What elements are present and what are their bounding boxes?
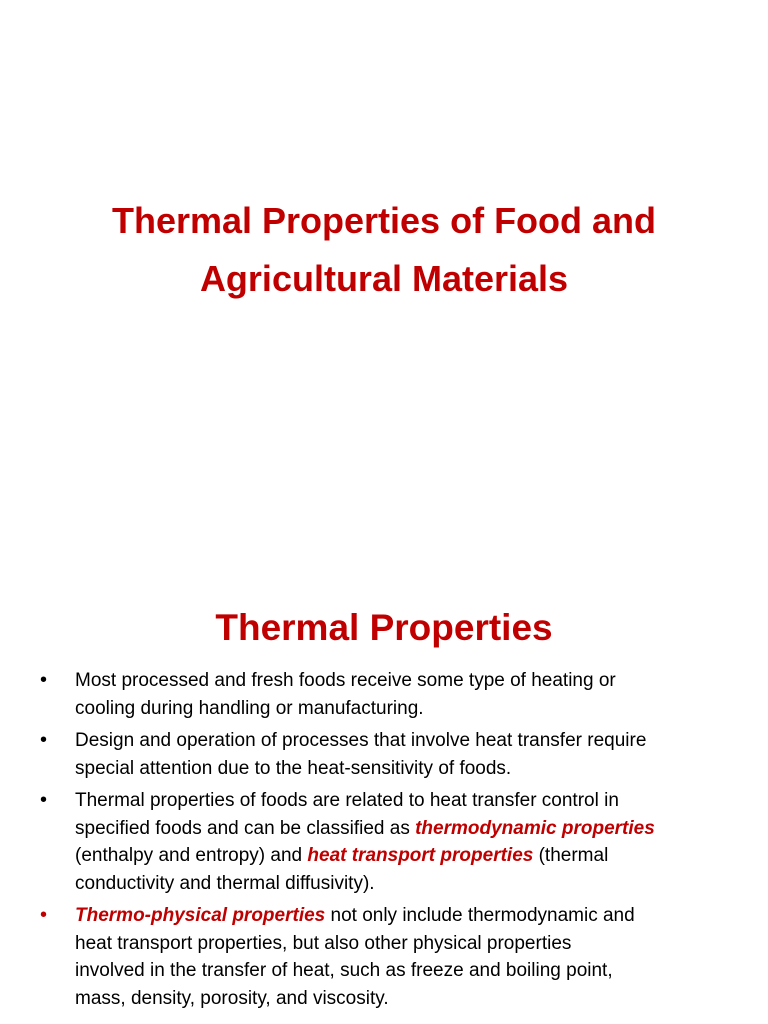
slide-2-title: Thermal Properties: [215, 607, 553, 648]
slide-1-title: [20, 192, 748, 308]
bullet-1-line-2: cooling during handling or manufacturing.: [75, 697, 424, 719]
bullet-marker: •: [40, 729, 48, 751]
bullet-4-line-1: [75, 902, 754, 930]
highlight-heat-transport-properties: heat transport properties: [307, 845, 534, 866]
bullet-marker-red: •: [40, 904, 48, 926]
bullet-3-line-3: [75, 842, 754, 870]
bullet-4-line-4: mass, density, porosity, and viscosity.: [75, 987, 389, 1009]
highlight-thermo-physical-properties: Thermo-physical properties: [75, 905, 326, 926]
bullet-4-line-2: heat transport properties, but also other physical properties: [75, 932, 572, 954]
bullet-4-text: not only include thermodynamic and: [325, 905, 635, 926]
highlight-thermodynamic-properties: thermodynamic properties: [415, 817, 655, 839]
slide-1-title-line-2: Agricultural Materials: [199, 258, 569, 299]
bullet-2-line-1: Design and operation of processes that involve heat transfer require: [75, 730, 647, 751]
slide-1-title-line-1: Thermal Properties of Food and: [111, 200, 657, 241]
bullet-3-line-2: [75, 815, 754, 843]
bullet-3-text: (thermal: [533, 845, 609, 866]
bullet-item-2: [0, 727, 768, 782]
bullet-1-line-1: Most processed and fresh foods receive some type of heating or: [75, 670, 616, 691]
bullet-3-text: (enthalpy and entropy) and: [75, 845, 308, 866]
bullet-3-text: specified foods and can be classified as: [75, 817, 416, 839]
bullet-3-line-1: Thermal properties of foods are related to heat transfer control in: [75, 790, 619, 811]
bullet-4-line-3: involved in the transfer of heat, such as freeze and boiling point,: [75, 960, 613, 981]
bullet-2-line-2: special attention due to the heat-sensitivity of foods.: [75, 757, 512, 779]
bullet-3-line-4: conductivity and thermal diffusivity).: [75, 872, 375, 894]
bullet-item-3: [0, 787, 768, 897]
bullet-item-1: [0, 667, 768, 722]
bullet-item-4: [0, 902, 768, 1012]
bullet-marker: •: [40, 669, 48, 691]
bullet-marker: •: [40, 789, 48, 811]
bullet-list: [0, 667, 768, 1017]
